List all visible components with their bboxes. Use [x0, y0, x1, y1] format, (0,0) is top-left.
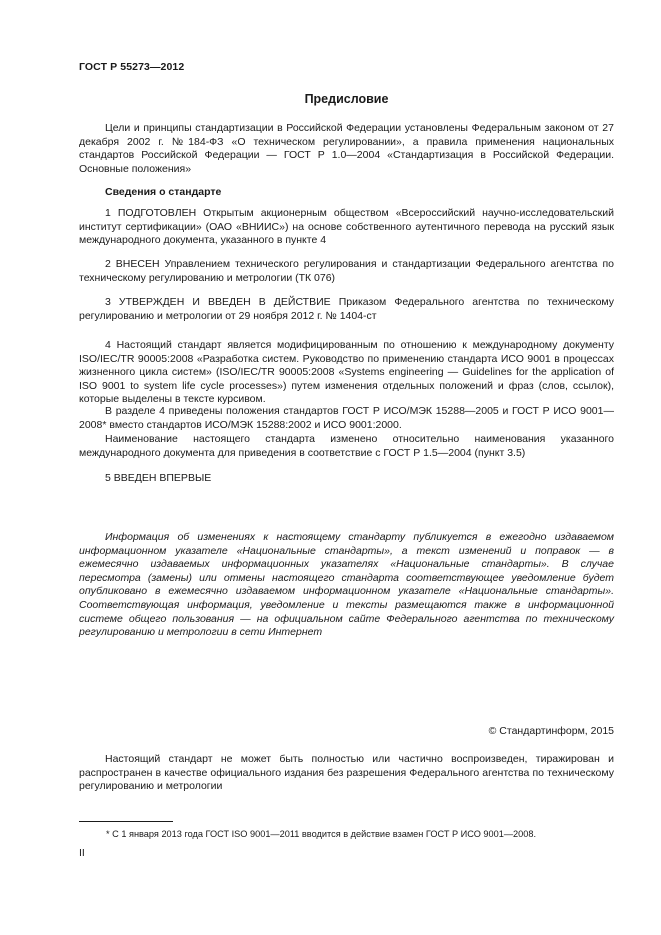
reproduction-notice: Настоящий стандарт не может быть полностью или частично воспроизведен, тиражирован и распространен в качестве официального издания без разрешения Федерального агентства по техническому регулированию и метрологии: [79, 753, 614, 793]
page-number: II: [79, 847, 85, 859]
document-code: ГОСТ Р 55273—2012: [79, 61, 185, 73]
info-item-1: 1 ПОДГОТОВЛЕН Открытым акционерным обществом «Всероссийский научно-исследовательский институт сертификации» (ОАО «ВНИИС») на основе собственного аутентичного перевода на русский язык международного документа, указанного в пункте 4: [79, 207, 614, 247]
info-item-4-paragraph-2: В разделе 4 приведены положения стандартов ГОСТ Р ИСО/МЭК 15288—2005 и ГОСТ Р ИСО 9001—2008* вместо стандартов ИСО/МЭК 15288:2002 и ИСО 9001:2000.: [79, 405, 614, 431]
info-item-3: 3 УТВЕРЖДЕН И ВВЕДЕН В ДЕЙСТВИЕ Приказом Федерального агентства по техническому регулированию и метрологии от 29 ноября 2012 г. № 1404-ст: [79, 296, 614, 322]
copyright-line: © Стандартинформ, 2015: [488, 725, 614, 737]
footnote-divider: [79, 821, 173, 822]
footnote: * С 1 января 2013 года ГОСТ ISO 9001—2011 вводится в действие взамен ГОСТ Р ИСО 9001—2008.: [106, 829, 537, 839]
info-item-4-paragraph-3: Наименование настоящего стандарта изменено относительно наименования указанного международного документа для приведения в соответствие с ГОСТ Р 1.5—2004 (пункт 3.5): [79, 433, 614, 459]
update-notice: Информация об изменениях к настоящему стандарту публикуется в ежегодно издаваемом информационном указателе «Национальные стандарты», а текст изменений и поправок — в ежемесячно издаваемых информационных указателях «Национальные стандарты». В случае пересмотра (замены) или отмены настоящего стандарта соответствующее уведомление будет опубликовано в ежемесячно издаваемом информационном указателе «Национальные стандарты». Соответствующая информация, уведомление и тексты размещаются также в информационной системе общего пользования — на официальном сайте Федерального агентства по техническому регулированию и метрологии в сети Интернет: [79, 531, 614, 639]
page-title: Предисловие: [304, 92, 389, 106]
intro-paragraph: Цели и принципы стандартизации в Российской Федерации установлены Федеральным законом от 27 декабря 2002 г. №184-ФЗ «О техническом регулировании», а правила применения национальных стандартов Российской Федерации — ГОСТ Р 1.0—2004 «Стандартизация в Российской Федерации. Основные положения»: [79, 122, 614, 175]
standard-info-heading: Сведения о стандарте: [105, 186, 222, 198]
info-item-5: 5 ВВЕДЕН ВПЕРВЫЕ: [105, 472, 212, 484]
info-item-4-paragraph-1: 4 Настоящий стандарт является модифицированным по отношению к международному документу ISO/IEC/TR 90005:2008 «Разработка систем. Руководство по применению стандарта ИСО 9001 в процессах жизненного цикла систем» (ISO/IEC/TR 90005:2008 «Systems engineering — Guidelines for the application of ISO 9001 to system life cycle processes») путем изменения отдельных положений и фраз (слов, ссылок), которые выделены в тексте курсивом.: [79, 339, 614, 406]
info-item-2: 2 ВНЕСЕН Управлением технического регулирования и стандартизации Федерального агентства по техническому регулированию и метрологии (ТК 076): [79, 258, 614, 284]
